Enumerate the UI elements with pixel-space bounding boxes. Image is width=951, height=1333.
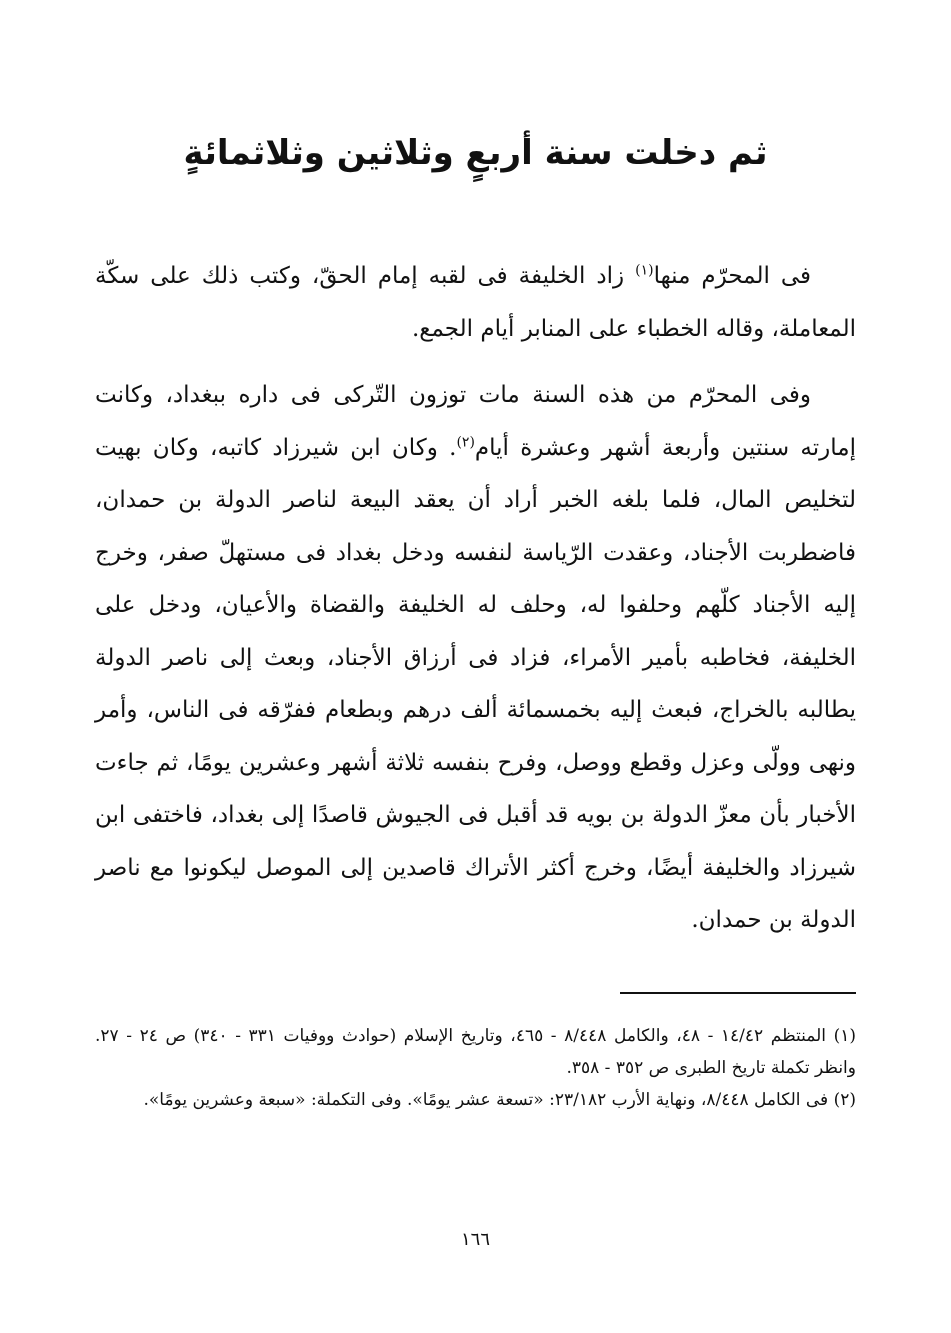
page-number: ١٦٦ bbox=[460, 1229, 490, 1250]
paragraph-2-text-start: وفى المحرّم من هذه السنة مات توزون التّركى فى داره ببغداد، وكانت إمارته سنتين وأربعة أشهر وعشرة أيام bbox=[95, 382, 856, 461]
paragraph-1-text-start: فى المحرّم منها bbox=[653, 263, 812, 289]
footnote-2: (٢) فى الكامل ٨/٤٤٨، ونهاية الأرب ٢٣/١٨٢: «تسعة عشر يومًا». وفى التكملة: «سبعة وعشرين يومًا». bbox=[143, 1090, 856, 1110]
footnote-divider bbox=[620, 992, 856, 994]
paragraph-2 bbox=[95, 369, 856, 947]
footnote-reference-2: (٢) bbox=[456, 433, 475, 450]
main-text bbox=[95, 250, 856, 947]
paragraph-1 bbox=[95, 250, 856, 355]
paragraph-2-text-end: . وكان ابن شيرزاد كاتبه، وكان بهيت لتخليص المال، فلما بلغه الخبر أراد أن يعقد البيعة لناصر الدولة بن حمدان، فاضطربت الأجناد، وعقدت الرّياسة لنفسه ودخل بغداد فى مستهلّ صفر، وخرج إليه الأجناد كلّهم وحلفوا له، وحلف له الخليفة والقضاة والأعيان، ودخل على الخليفة، فخاطبه بأمير الأمراء، فزاد فى أرزاق الأجناد، وبعث إلى ناصر الدولة يطالبه بالخراج، فبعث إليه بخمسمائة ألف درهم وبطعام ففرّقه فى الناس، وأمر ونهى وولّى وعزل وقطع ووصل، وفرح بنفسه ثلاثة أشهر وعشرين يومًا، ثم جاءت الأخبار بأن معزّ الدولة بن بويه قد أقبل فى الجيوش قاصدًا إلى بغداد، فاختفى ابن شيرزاد والخليفة أيضًا، وخرج أكثر الأتراك قاصدين إلى الموصل ليكونوا مع ناصر الدولة بن حمدان. bbox=[95, 434, 856, 933]
footnotes bbox=[95, 1020, 856, 1116]
footnote-1: (١) المنتظم ١٤/٤٢ - ٤٨، والكامل ٨/٤٤٨ - ٤٦٥، وتاريخ الإسلام (حوادث ووفيات ٣٣١ - ٣٤٠) ص ٢٤ - ٢٧. وانظر تكملة تاريخ الطبرى ص ٣٥٢ - ٣٥٨. bbox=[95, 1026, 856, 1078]
paragraph-1-text-end: زاد الخليفة فى لقبه إمام الحقّ، وكتب ذلك على سكّة المعاملة، وقاله الخطباء على المنابر أيام الجمع. bbox=[95, 263, 856, 342]
footnote-reference-1: (١) bbox=[635, 262, 654, 279]
chapter-title: ثم دخلت سنة أربعٍ وثلاثين وثلاثمائةٍ bbox=[183, 133, 768, 173]
